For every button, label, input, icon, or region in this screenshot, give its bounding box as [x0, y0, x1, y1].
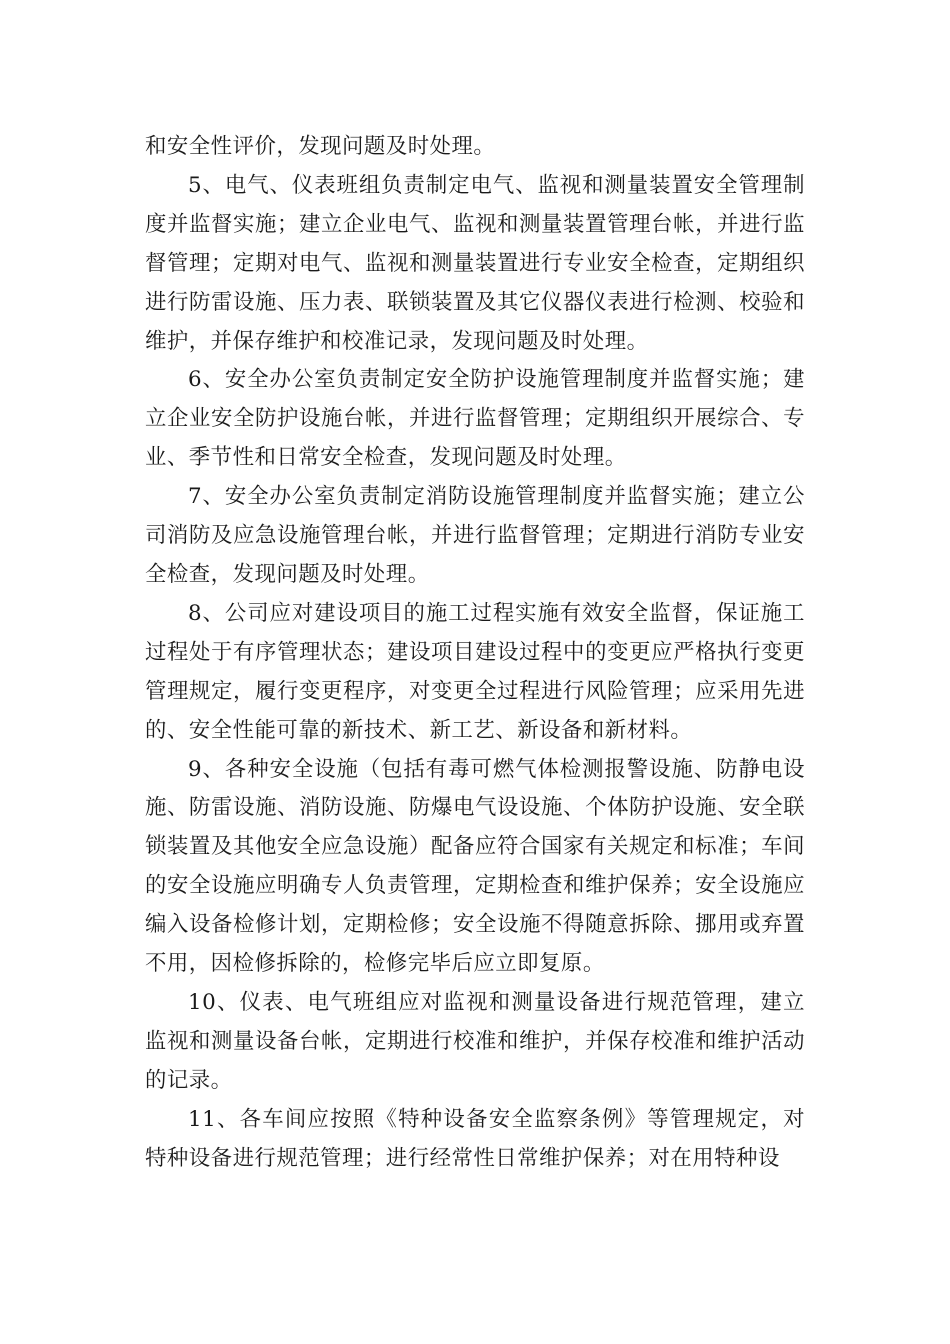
paragraph-item-11: 11、各车间应按照《特种设备安全监察条例》等管理规定，对特种设备进行规范管理；进行经常性日常维护保养；对在用特种设	[145, 1106, 805, 1171]
paragraph-item-5: 5、电气、仪表班组负责制定电气、监视和测量装置安全管理制度并监督实施；建立企业电气、监视和测量装置管理台帐，并进行监督管理；定期对电气、监视和测量装置进行专业安全检查，定期组织进行防雷设施、压力表、联锁装置及其它仪器仪表进行检测、校验和维护，并保存维护和校准记录，发现问题及时处理。	[145, 172, 805, 354]
document-body	[145, 128, 805, 1178]
paragraph-item-8: 8、公司应对建设项目的施工过程实施有效安全监督，保证施工过程处于有序管理状态；建设项目建设过程中的变更应严格执行变更管理规定，履行变更程序，对变更全过程进行风险管理；应采用先进的、安全性能可靠的新技术、新工艺、新设备和新材料。	[145, 600, 805, 743]
paragraph-item-10: 10、仪表、电气班组应对监视和测量设备进行规范管理，建立监视和测量设备台帐，定期进行校准和维护，并保存校准和维护活动的记录。	[145, 989, 805, 1093]
paragraph-item-7: 7、安全办公室负责制定消防设施管理制度并监督实施；建立公司消防及应急设施管理台帐，并进行监督管理；定期进行消防专业安全检查，发现问题及时处理。	[145, 484, 805, 587]
paragraph-item-6: 6、安全办公室负责制定安全防护设施管理制度并监督实施；建立企业安全防护设施台帐，并进行监督管理；定期组织开展综合、专业、季节性和日常安全检查，发现问题及时处理。	[145, 367, 805, 471]
paragraph-item-9: 9、各种安全设施（包括有毒可燃气体检测报警设施、防静电设施、防雷设施、消防设施、防爆电气设设施、个体防护设施、安全联锁装置及其他安全应急设施）配备应符合国家有关规定和标准；车间的安全设施应明确专人负责管理，定期检查和维护保养；安全设施应编入设备检修计划，定期检修；安全设施不得随意拆除、挪用或弃置不用，因检修拆除的，检修完毕后应立即复原。	[145, 756, 805, 977]
paragraph-continuation: 和安全性评价，发现问题及时处理。	[145, 134, 496, 159]
